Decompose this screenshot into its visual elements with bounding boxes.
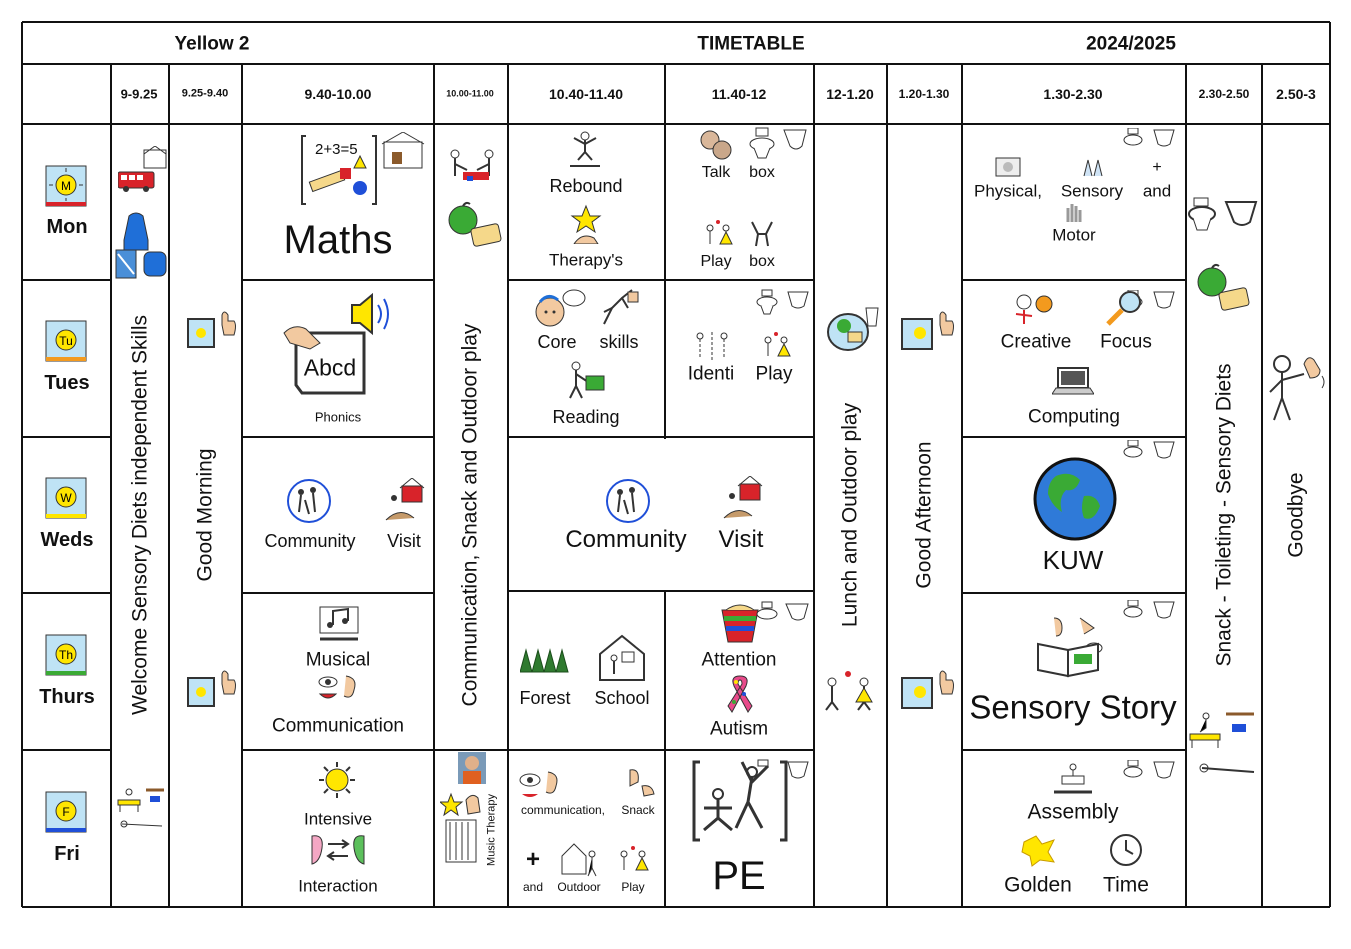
creative-label: Creative — [1000, 331, 1072, 353]
talk-icon — [698, 128, 736, 164]
apple-icon — [1196, 262, 1256, 312]
grid-line — [22, 906, 1330, 908]
grid-line — [962, 436, 1186, 438]
grid-line — [962, 592, 1186, 594]
class-name: Yellow 2 — [174, 33, 250, 55]
grid-line — [22, 21, 1330, 23]
rebound-icon — [568, 130, 602, 170]
physical-label: Physical, — [973, 181, 1043, 201]
grid-line — [21, 22, 23, 907]
grid-line — [22, 749, 111, 751]
bus-icon — [118, 146, 170, 192]
grid-line — [508, 590, 814, 592]
apple-icon — [446, 200, 504, 250]
window-icon — [186, 305, 238, 349]
school-icon — [596, 634, 648, 682]
toilet-icon — [1122, 128, 1178, 152]
time-label: Time — [1103, 873, 1149, 897]
school-year: 2024/2025 — [1086, 33, 1176, 55]
grid-line — [241, 64, 243, 907]
talk-label: Talk — [701, 164, 731, 181]
community-label: Community — [565, 526, 687, 553]
interaction-label: Interaction — [298, 876, 378, 896]
time-slot: 9.25-9.40 — [181, 87, 229, 100]
pe-icon — [692, 758, 812, 844]
grid-line — [508, 749, 814, 751]
computing-label: Computing — [1028, 406, 1120, 428]
window-icon — [900, 303, 958, 351]
grid-line — [242, 592, 434, 594]
merged-cell-mask — [662, 439, 668, 590]
phonics-label: Phonics — [314, 409, 362, 425]
skills-label: skills — [599, 332, 639, 352]
plus-icon: + — [1152, 159, 1162, 176]
abcd-label: Abcd — [303, 354, 357, 381]
play-label: Play — [755, 363, 793, 385]
svg-text:Th: Th — [58, 648, 74, 662]
book-icon — [1036, 614, 1112, 678]
laptop-icon — [1052, 366, 1094, 398]
music-therapy-icon — [440, 790, 486, 866]
golden-label: Golden — [1004, 873, 1072, 897]
grid-line — [22, 63, 1330, 65]
day-label: Thurs — [39, 686, 95, 708]
grid-line — [22, 279, 111, 281]
grid-line — [508, 436, 814, 438]
core-label: Core — [537, 332, 577, 352]
grid-line — [886, 64, 888, 907]
box-label: box — [749, 164, 775, 181]
star-icon — [570, 204, 602, 244]
communication-snack-outdoor: Communication, Snack and Outdoor play — [458, 323, 482, 707]
outdoor-label: Outdoor — [557, 880, 601, 894]
sun-icon — [45, 477, 89, 521]
therapys-label: Therapy's — [548, 250, 624, 270]
toilet-icon — [1188, 196, 1260, 236]
toilet-icon — [748, 126, 810, 162]
motor-label: Motor — [1052, 225, 1096, 245]
grid-line — [1261, 64, 1263, 907]
sensory-icon — [1080, 156, 1106, 178]
time-slot: 12-1.20 — [826, 86, 874, 102]
reading-icon — [566, 360, 608, 400]
visit-icon — [382, 478, 426, 524]
sensory-story-label: Sensory Story — [969, 688, 1177, 726]
hands-icon — [445, 146, 503, 188]
grid-line — [813, 64, 815, 907]
visit-icon — [720, 476, 764, 522]
skills-icon — [598, 288, 642, 328]
sensory-label: Sensory — [1060, 181, 1124, 201]
school-label: School — [594, 688, 650, 708]
coat-icon — [114, 210, 170, 280]
maths-label: Maths — [283, 218, 393, 262]
lunch-outdoor-play: Lunch and Outdoor play — [838, 402, 862, 628]
day-label: Mon — [46, 216, 88, 238]
brain-icon — [534, 288, 588, 330]
ribbon-icon — [726, 672, 754, 716]
interaction-icon — [308, 832, 368, 868]
play-label: Play — [621, 880, 645, 894]
toilet-icon — [1122, 760, 1178, 784]
box-icon — [746, 218, 778, 250]
time-slot: 2.50-3 — [1276, 86, 1316, 102]
identify-icon — [692, 330, 732, 360]
assembly-icon — [1052, 762, 1094, 796]
box-label: box — [749, 253, 775, 270]
sun-icon — [45, 320, 89, 364]
time-slot: 10.00-11.00 — [446, 88, 494, 99]
grid-line — [110, 64, 112, 907]
grid-line — [508, 279, 814, 281]
play-icon — [758, 332, 794, 360]
pe-label: PE — [712, 854, 766, 898]
grid-line — [242, 279, 434, 281]
grid-line — [22, 436, 111, 438]
outdoor-icon — [560, 842, 600, 878]
snack-icon — [620, 766, 658, 802]
kuw-label: KUW — [1042, 545, 1104, 575]
focus-label: Focus — [1100, 331, 1152, 353]
grid-line — [507, 64, 509, 907]
sun-icon — [318, 760, 356, 800]
music-icon — [318, 605, 362, 643]
identi-label: Identi — [687, 363, 735, 385]
tree-icon — [520, 648, 570, 678]
communication-label: Communication — [272, 715, 404, 737]
musical-label: Musical — [305, 649, 371, 671]
time-slot: 2.30-2.50 — [1198, 87, 1250, 101]
assembly-label: Assembly — [1027, 800, 1119, 824]
time-slot: 9-9.25 — [120, 86, 158, 102]
play-label: Play — [700, 253, 732, 270]
grid-line — [22, 123, 1330, 125]
globe-icon — [1030, 456, 1120, 542]
grid-line — [242, 436, 434, 438]
play-icon — [820, 670, 880, 714]
snack-toileting-sensory-diets: Snack - Toileting - Sensory Diets — [1212, 363, 1236, 667]
sun-icon — [45, 634, 89, 678]
time-slot: 9.40-10.00 — [304, 86, 372, 102]
intensive-label: Intensive — [303, 809, 373, 829]
svg-text:Tu: Tu — [59, 334, 73, 348]
snack-label: Snack — [621, 803, 655, 817]
svg-text:F: F — [62, 805, 70, 819]
reading-label: Reading — [552, 407, 620, 427]
window-icon — [900, 662, 958, 710]
good-afternoon: Good Afternoon — [912, 441, 936, 589]
day-label: Tues — [44, 372, 90, 394]
eye-icon — [516, 768, 564, 802]
clock-icon — [1108, 832, 1144, 868]
community-label: Community — [264, 531, 356, 551]
grid-line — [962, 749, 1186, 751]
golden-icon — [1020, 834, 1056, 868]
attention-label: Attention — [701, 649, 777, 671]
people-icon — [604, 478, 652, 524]
play-icon — [614, 846, 654, 878]
visit-label: Visit — [718, 526, 764, 553]
time-slot: 1.20-1.30 — [898, 87, 950, 101]
play-icon — [700, 220, 736, 250]
page-title: TIMETABLE — [697, 33, 805, 55]
person-photo-icon — [458, 752, 486, 784]
day-label: Weds — [40, 529, 94, 551]
and-label: and — [1142, 181, 1172, 201]
window-icon — [186, 664, 238, 708]
math-equation: 2+3=5 — [315, 141, 358, 158]
grid-line — [434, 749, 508, 751]
goodbye: Goodbye — [1284, 472, 1308, 558]
eye-icon — [316, 672, 362, 706]
physical-icon — [994, 156, 1022, 178]
sun-icon — [45, 165, 89, 209]
trampoline-icon — [1188, 708, 1258, 780]
toilet-icon — [1122, 440, 1178, 464]
trampoline-icon — [116, 786, 166, 832]
welcome-sensory-diets: Welcome Sensory Diets independent Skills — [128, 315, 152, 715]
communication-label: communication, — [520, 803, 606, 817]
svg-text:M: M — [61, 179, 71, 193]
music-therapy-label: Music Therapy — [485, 794, 498, 866]
grid-line — [433, 64, 435, 907]
time-slot: 10.40-11.40 — [549, 86, 623, 102]
good-morning: Good Morning — [193, 448, 217, 582]
forest-label: Forest — [519, 688, 571, 708]
time-slot: 11.40-12 — [711, 86, 767, 102]
plus-icon: + — [525, 846, 541, 873]
lunch-icon — [826, 302, 882, 354]
basket-icon — [718, 600, 814, 646]
svg-text:W: W — [60, 491, 72, 505]
hand-icon — [1062, 200, 1086, 224]
autism-label: Autism — [709, 718, 769, 740]
toilet-icon — [756, 288, 812, 318]
time-slot: 1.30-2.30 — [1043, 86, 1103, 102]
sun-icon — [45, 791, 89, 835]
grid-line — [242, 749, 434, 751]
grid-line — [961, 64, 963, 907]
visit-label: Visit — [387, 531, 421, 551]
toilet-icon — [1122, 600, 1178, 624]
wave-icon — [1264, 352, 1328, 424]
and-label: and — [522, 880, 544, 894]
creative-icon — [1012, 292, 1058, 328]
grid-line — [1185, 64, 1187, 907]
day-label: Fri — [54, 843, 80, 865]
grid-line — [1329, 22, 1331, 907]
focus-icon — [1102, 288, 1146, 326]
phonics-icon — [280, 293, 400, 403]
grid-line — [22, 592, 111, 594]
rebound-label: Rebound — [549, 176, 623, 196]
grid-line — [962, 279, 1186, 281]
people-icon — [285, 478, 333, 524]
